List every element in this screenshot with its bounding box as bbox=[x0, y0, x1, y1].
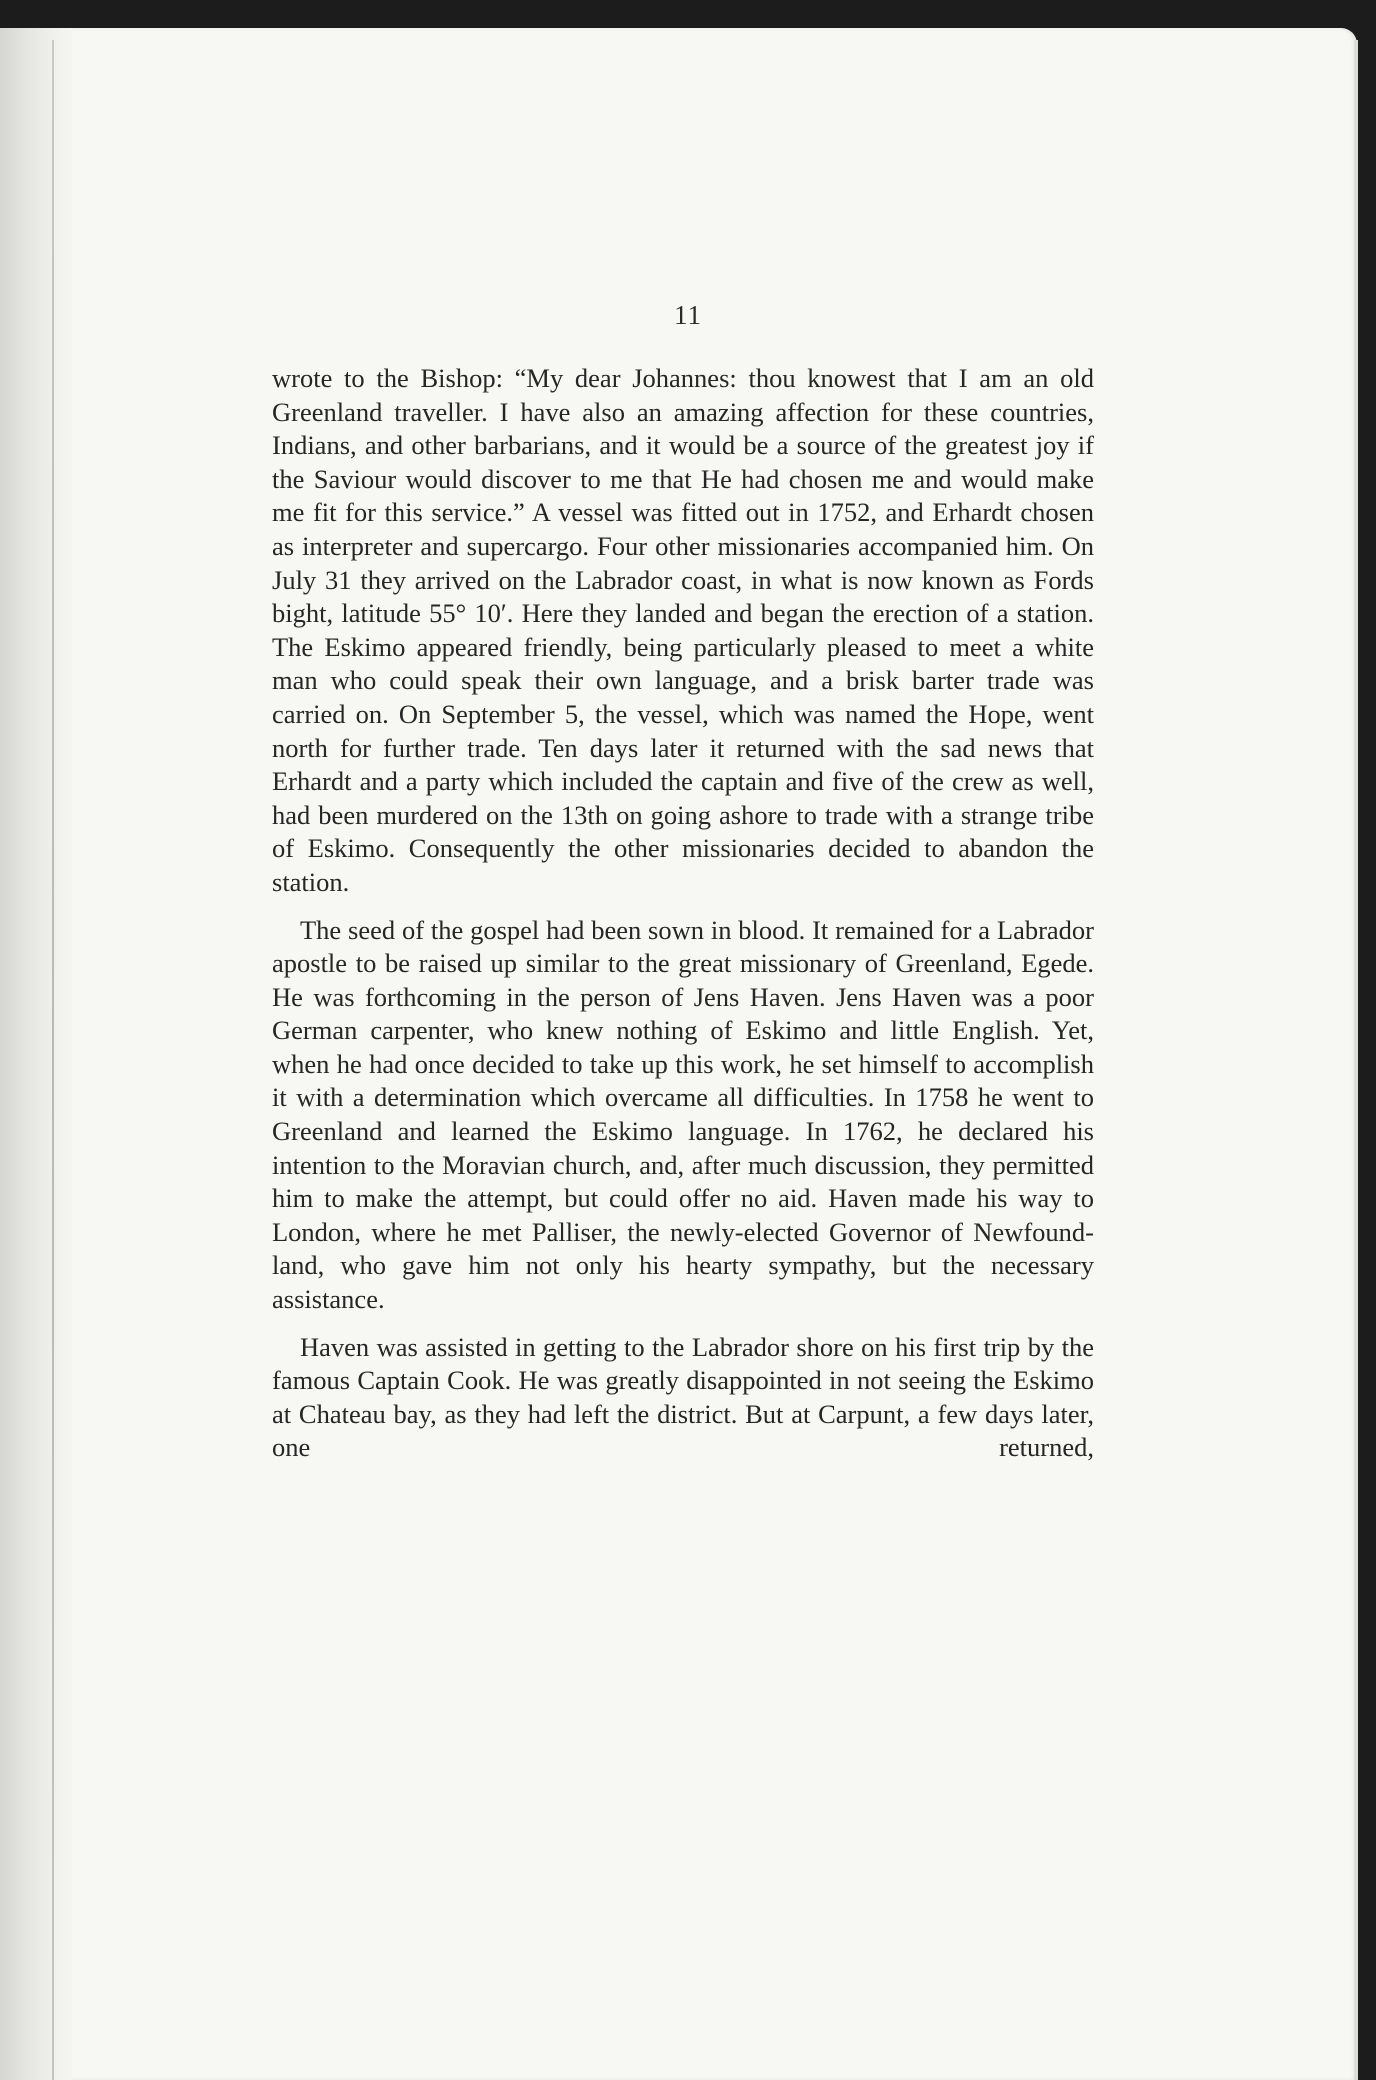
page-edge bbox=[1354, 40, 1358, 2080]
page-number: 11 bbox=[674, 300, 702, 330]
book-gutter bbox=[0, 28, 72, 2080]
paragraph-2: The seed of the gospel had been sown in blood. It remained for a Labrador apostle to be raised up similar to the great missionary of Greenland, Egede. He was forthcoming in the person of Jens Haven. Jens Haven was a poor German carpenter, who knew nothing of Eskimo and little English. Yet, when he had once decided to take up this work, he set himself to accomplish it with a determination which overcame all difficulties. In 1758 he went to Greenland and learned the Eskimo language. In 1762, he declared his intention to the Moravian church, and, after much discussion, they permitted him to make the attempt, but could offer no aid. Haven made his way to London, where he met Palliser, the newly-elected Governor of Newfoundland, who gave him not only his hearty sympathy, but the necessary assistance. bbox=[272, 914, 1094, 1315]
paragraph-3: Haven was assisted in getting to the Labrador shore on his first trip by the famous Captain Cook. He was greatly disappointed in not seeing the Eskimo at Chateau bay, as they had left the district. But at Carpunt, a few days later, one returned, bbox=[272, 1331, 1094, 1463]
paragraph-1: wrote to the Bishop: “My dear Johannes: thou knowest that I am an old Greenland traveller. I have also an amazing affection for these countries, Indians, and other barbarians, and it would be a source of the greatest joy if the Saviour would discover to me that He had chosen me and would make me fit for this service.” A vessel was fitted out in 1752, and Erhardt chosen as interpreter and supercargo. Four other missionaries accompanied him. On July 31 they arrived on the Labrador coast, in what is now known as Fords bight, latitude 55° 10′. Here they landed and began the erection of a station. The Eskimo appeared friendly, being particularly pleased to meet a white man who could speak their own language, and a brisk barter trade was carried on. On September 5, the vessel, which was named the Hope, went north for further trade. Ten days later it returned with the sad news that Erhardt and a party which included the captain and five of the crew as well, had been murdered on the 13th on going ashore to trade with a strange tribe of Eskimo. Consequently the other missionaries decided to abandon the station. bbox=[272, 363, 1094, 897]
body-text bbox=[272, 362, 1094, 1479]
gutter-shadow-line bbox=[52, 40, 54, 2080]
